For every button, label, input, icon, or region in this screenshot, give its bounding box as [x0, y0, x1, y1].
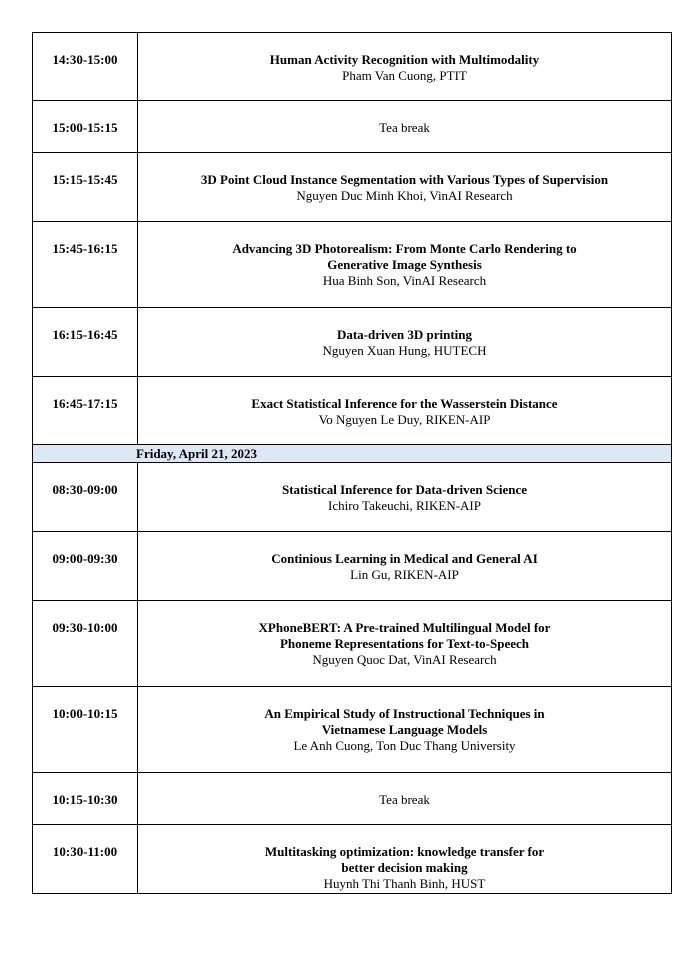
session-title: Data-driven 3D printing	[336, 327, 473, 342]
session-time: 16:45-17:15	[33, 377, 138, 444]
session-speaker: Hua Binh Son, VinAI Research	[322, 273, 487, 288]
session-content	[138, 687, 671, 772]
session-speaker: Lin Gu, RIKEN-AIP	[350, 567, 459, 582]
session-time: 08:30-09:00	[33, 463, 138, 531]
session-title: Exact Statistical Inference for the Wasserstein Distance	[251, 396, 558, 411]
schedule-table	[32, 32, 672, 894]
session-content	[138, 773, 671, 824]
session-time: 15:45-16:15	[33, 222, 138, 307]
session-title: An Empirical Study of Instructional Techniques in Vietnamese Language Models	[264, 706, 545, 737]
session-content	[138, 532, 671, 600]
table-row	[32, 153, 672, 222]
table-row	[32, 463, 672, 532]
session-content	[138, 308, 671, 376]
tea-break-label: Tea break	[379, 792, 430, 807]
session-speaker: Le Anh Cuong, Ton Duc Thang University	[293, 738, 516, 753]
session-content	[138, 33, 671, 100]
tea-break-label: Tea break	[379, 120, 430, 135]
day-header: Friday, April 21, 2023	[32, 445, 672, 463]
session-time: 15:00-15:15	[33, 101, 138, 152]
table-row	[32, 532, 672, 601]
table-row	[32, 308, 672, 377]
session-time: 15:15-15:45	[33, 153, 138, 221]
table-row	[32, 601, 672, 687]
session-time: 14:30-15:00	[33, 33, 138, 100]
session-speaker: Vo Nguyen Le Duy, RIKEN-AIP	[318, 412, 491, 427]
session-content	[138, 601, 671, 686]
session-title: XPhoneBERT: A Pre-trained Multilingual Model for Phoneme Representations for Text-to-Speech	[258, 620, 551, 651]
session-title: Continious Learning in Medical and General AI	[271, 551, 538, 566]
session-speaker: Huynh Thi Thanh Binh, HUST	[323, 876, 486, 891]
session-time: 09:30-10:00	[33, 601, 138, 686]
session-time: 10:30-11:00	[33, 825, 138, 893]
session-speaker: Nguyen Quoc Dat, VinAI Research	[312, 652, 497, 667]
session-title: 3D Point Cloud Instance Segmentation with Various Types of Supervision	[200, 172, 609, 187]
table-row	[32, 101, 672, 153]
session-speaker: Nguyen Xuan Hung, HUTECH	[322, 343, 487, 358]
session-time: 09:00-09:30	[33, 532, 138, 600]
session-speaker: Pham Van Cuong, PTIT	[342, 68, 467, 83]
session-time: 10:00-10:15	[33, 687, 138, 772]
session-title: Advancing 3D Photorealism: From Monte Carlo Rendering to Generative Image Synthesis	[232, 241, 577, 272]
table-row	[32, 222, 672, 308]
session-time: 10:15-10:30	[33, 773, 138, 824]
session-title: Human Activity Recognition with Multimodality	[269, 52, 540, 67]
session-title: Multitasking optimization: knowledge transfer for better decision making	[264, 844, 545, 875]
session-content	[138, 101, 671, 152]
session-content	[138, 153, 671, 221]
session-title: Statistical Inference for Data-driven Science	[281, 482, 528, 497]
session-content	[138, 825, 671, 893]
session-content	[138, 463, 671, 531]
session-content	[138, 377, 671, 444]
table-row	[32, 377, 672, 445]
table-row	[32, 773, 672, 825]
table-row	[32, 687, 672, 773]
table-row	[32, 32, 672, 101]
table-row	[32, 825, 672, 894]
session-speaker: Ichiro Takeuchi, RIKEN-AIP	[327, 498, 481, 513]
session-content	[138, 222, 671, 307]
session-speaker: Nguyen Duc Minh Khoi, VinAI Research	[296, 188, 513, 203]
session-time: 16:15-16:45	[33, 308, 138, 376]
